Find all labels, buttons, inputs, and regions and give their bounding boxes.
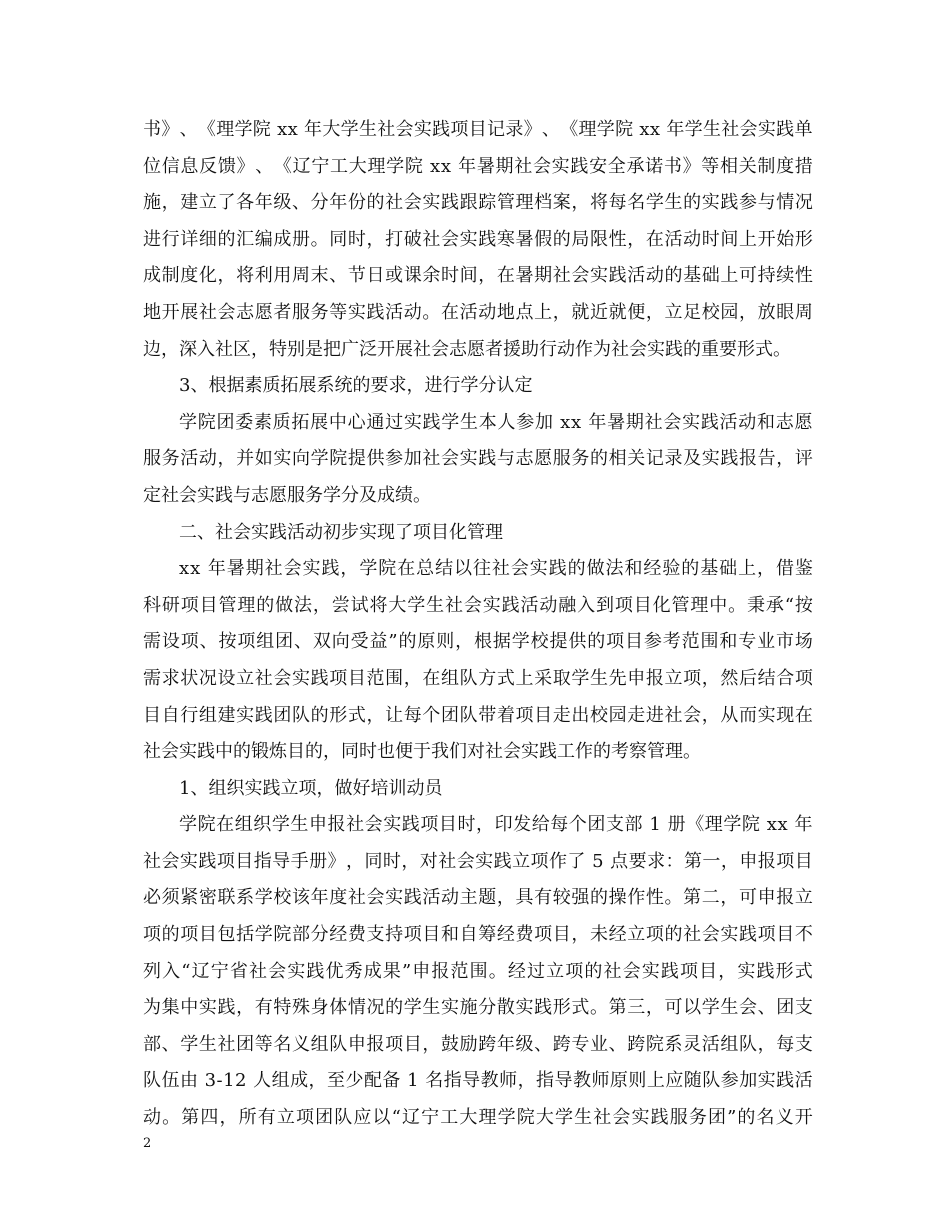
text-line: 服 务 活 动 ， 并 如 实 向 学 院 提 供 参 加 社 会 实 践 与 志 愿 服 务 的 相 关 记 录 及 实 践 报 告 ， 评 bbox=[143, 448, 813, 470]
text-line: 定社会实践与志愿服务学分及成绩。 bbox=[143, 484, 431, 506]
text-line: 项 的 项 目 包 括 学 院 部 分 经 费 支 持 项 目 和 自 筹 经 费 项 目 ， 未 经 立 项 的 社 会 实 践 项 目 不 bbox=[143, 924, 813, 946]
text-line: 动 。 第 四 ， 所 有 立 项 团 队 应 以 “ 辽 宁 工 大 理 学 院 大 学 生 社 会 实 践 服 务 团 ” 的 名 义 开 bbox=[143, 1107, 813, 1129]
text-line: 为 集 中 实 践 ， 有 特 殊 身 体 情 况 的 学 生 实 施 分 散 实 践 形 式 。 第 三 ， 可 以 学 生 会 、 团 支 bbox=[143, 997, 813, 1019]
text-line: 成 制 度 化 ， 将 利 用 周 末 、 节 日 或 课 余 时 间 ， 在 暑 期 社 会 实 践 活 动 的 基 础 上 可 持 续 性 bbox=[143, 265, 813, 287]
text-line: x x 年 暑 期 社 会 实 践 ， 学 院 在 总 结 以 往 社 会 实 践 的 做 法 和 经 验 的 基 础 上 ， 借 鉴 bbox=[179, 558, 813, 580]
text-line: 列 入 “ 辽 宁 省 社 会 实 践 优 秀 成 果 ” 申 报 范 围 。 经 过 立 项 的 社 会 实 践 项 目 ， 实 践 形 式 bbox=[143, 960, 813, 982]
text-line: 施 ， 建 立 了 各 年 级 、 分 年 份 的 社 会 实 践 跟 踪 管 理 档 案 ， 将 每 名 学 生 的 实 践 参 与 情 况 bbox=[143, 192, 813, 214]
text-line: 需 求 状 况 设 立 社 会 实 践 项 目 范 围 ， 在 组 队 方 式 上 采 取 学 生 先 申 报 立 项 ， 然 后 结 合 项 bbox=[143, 667, 813, 689]
text-line: 位 信 息 反 馈 》 、 《 辽 宁 工 大 理 学 院 x x 年 暑 期 社 会 实 践 安 全 承 诺 书 》 等 相 关 制 度 措 bbox=[143, 155, 813, 177]
text-line: 书 》 、 《 理 学 院 x x 年 大 学 生 社 会 实 践 项 目 记 录 》 、 《 理 学 院 x x 年 学 生 社 会 实 践 单 bbox=[143, 119, 813, 140]
text-line: 进 行 详 细 的 汇 编 成 册 。 同 时 ， 打 破 社 会 实 践 寒 暑 假 的 局 限 性 ， 在 活 动 时 间 上 开 始 形 bbox=[143, 228, 813, 250]
text-line: 社会实践中的锻炼目的，同时也便于我们对社会实践工作的考察管理。 bbox=[143, 741, 701, 763]
text-line: 队 伍 由 3 - 1 2 人 组 成 ， 至 少 配 备 1 名 指 导 教 师 ， 指 导 教 师 原 则 上 应 随 队 参 加 实 践 活 bbox=[143, 1070, 813, 1092]
text-line: 目 自 行 组 建 实 践 团 队 的 形 式 ， 让 每 个 团 队 带 着 项 目 走 出 校 园 走 进 社 会 ， 从 而 实 现 在 bbox=[143, 704, 813, 726]
text-line: 部 、 学 生 社 团 等 名 义 组 队 申 报 项 目 ， 鼓 励 跨 年 级 、 跨 专 业 、 跨 院 系 灵 活 组 队 ， 每 支 bbox=[143, 1033, 813, 1055]
text-line: 必 须 紧 密 联 系 学 校 该 年 度 社 会 实 践 活 动 主 题 ， 具 有 较 强 的 操 作 性 。 第 二 ， 可 申 报 立 bbox=[143, 887, 813, 909]
text-line: 边，深入社区，特别是把广泛开展社会志愿者援助行动作为社会实践的重要形式。 bbox=[143, 338, 791, 360]
text-line: 社 会 实 践 项 目 指 导 手 册 》 ， 同 时 ， 对 社 会 实 践 立 项 作 了 5 点 要 求 ： 第 一 ， 申 报 项 目 bbox=[143, 850, 813, 872]
text-line: 地 开 展 社 会 志 愿 者 服 务 等 实 践 活 动 。 在 活 动 地 点 上 ， 就 近 就 便 ， 立 足 校 园 ， 放 眼 周 bbox=[143, 301, 813, 323]
body-text bbox=[143, 112, 813, 1137]
text-line: 科 研 项 目 管 理 的 做 法 ， 尝 试 将 大 学 生 社 会 实 践 活 动 融 入 到 项 目 化 管 理 中 。 秉 承 “ 按 bbox=[143, 594, 813, 616]
text-line: 1、组织实践立项，做好培训动员 bbox=[179, 777, 443, 799]
text-line: 学 院 团 委 素 质 拓 展 中 心 通 过 实 践 学 生 本 人 参 加 x x 年 暑 期 社 会 实 践 活 动 和 志 愿 bbox=[179, 411, 813, 433]
text-line: 二、社会实践活动初步实现了项目化管理 bbox=[179, 521, 503, 543]
page-number: 2 bbox=[143, 1136, 152, 1151]
text-line: 学 院 在 组 织 学 生 申 报 社 会 实 践 项 目 时 ， 印 发 给 每 个 团 支 部 1 册 《 理 学 院 x x 年 bbox=[179, 814, 813, 836]
text-line: 3、根据素质拓展系统的要求，进行学分认定 bbox=[179, 375, 533, 397]
text-line: 需 设 项 、 按 项 组 团 、 双 向 受 益 ” 的 原 则 ， 根 据 学 校 提 供 的 项 目 参 考 范 围 和 专 业 市 场 bbox=[143, 631, 813, 653]
